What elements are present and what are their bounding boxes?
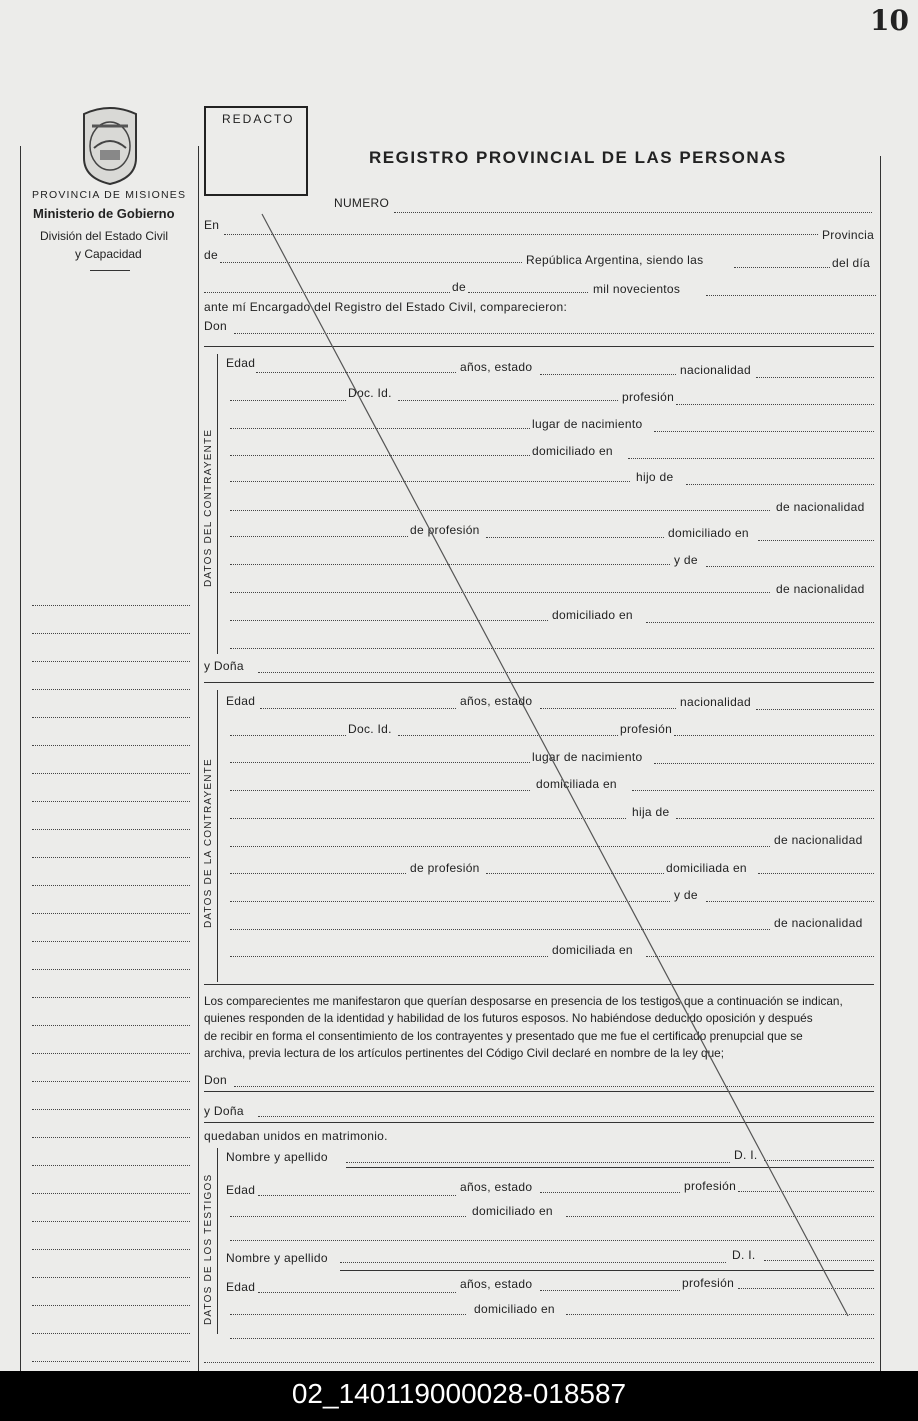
provincia-label: Provincia <box>822 228 875 242</box>
c-de-prof: de profesión <box>410 523 480 537</box>
a-edad: Edad <box>226 694 256 708</box>
c-domiciliado: domiciliado en <box>532 444 613 458</box>
division-label: División del Estado Civil <box>40 229 169 243</box>
a-domiciliada: domiciliada en <box>536 777 617 791</box>
c-hijo: hijo de <box>636 470 674 484</box>
a-y-de: y de <box>674 888 698 902</box>
republica-label: República Argentina, siendo las <box>526 253 704 267</box>
c-dom2: domiciliado en <box>552 608 633 622</box>
t-nombre1: Nombre y apellido <box>226 1150 328 1164</box>
a-doc: Doc. Id. <box>348 722 392 736</box>
contrayente-side-label: DATOS DEL CONTRAYENTE <box>203 428 214 587</box>
a-anos: años, estado <box>460 694 533 708</box>
t-prof2: profesión <box>682 1276 735 1290</box>
unidos-label: quedaban unidos en matrimonio. <box>204 1129 388 1143</box>
t-nombre2: Nombre y apellido <box>226 1251 328 1265</box>
numero-label: NUMERO <box>334 196 390 210</box>
paragraph-line-4: archiva, previa lectura de los artículos pertinentes del Código Civil declaré en nombre de la ley que; <box>204 1046 725 1060</box>
c-profesion: profesión <box>622 390 675 404</box>
ante-label: ante mí Encargado del Registro del Estado Civil, comparecieron: <box>204 300 568 314</box>
c-nacionalidad: nacionalidad <box>680 363 751 377</box>
paragraph-line-1: Los comparecientes me manifestaron que querían desposarse en presencia de los testigos que a continuación se indican, <box>204 994 843 1008</box>
a-dom2: domiciliada en <box>552 943 633 957</box>
a-lugar: lugar de nacimiento <box>532 750 643 764</box>
t-anos1: años, estado <box>460 1180 533 1194</box>
mil-label: mil novecientos <box>593 282 681 296</box>
dona2-label: y Doña <box>204 1104 244 1118</box>
en-label: En <box>204 218 220 232</box>
division-label-2: y Capacidad <box>75 247 142 261</box>
de-label: de <box>204 248 218 262</box>
a-hija: hija de <box>632 805 670 819</box>
t-di1: D. I. <box>734 1148 758 1162</box>
province-label: PROVINCIA DE MISIONES <box>32 189 187 201</box>
paragraph-line-3: de recibir en forma el consentimiento de los contrayentes y presentado que me fue el certificado prenupcial que se <box>204 1029 803 1043</box>
page-title: REGISTRO PROVINCIAL DE LAS PERSONAS <box>369 148 787 167</box>
testigos-side-label: DATOS DE LOS TESTIGOS <box>203 1173 214 1325</box>
c-de-nac2: de nacionalidad <box>776 582 865 596</box>
don2-label: Don <box>204 1073 227 1087</box>
image-id-footer: 02_140119000028-018587 <box>0 1371 918 1421</box>
ministry-label: Ministerio de Gobierno <box>33 206 175 221</box>
de2-label: de <box>452 280 466 294</box>
a-de-prof: de profesión <box>410 861 480 875</box>
dona-label: y Doña <box>204 659 244 673</box>
a-dom-en: domiciliada en <box>666 861 747 875</box>
del-dia-label: del día <box>832 256 871 270</box>
c-edad: Edad <box>226 356 256 370</box>
t-edad1: Edad <box>226 1183 256 1197</box>
c-doc: Doc. Id. <box>348 386 392 400</box>
c-anos: años, estado <box>460 360 533 374</box>
contrayenta-side-label: DATOS DE LA CONTRAYENTE <box>203 758 214 928</box>
don-label: Don <box>204 319 227 333</box>
t-anos2: años, estado <box>460 1277 533 1291</box>
t-dom1: domiciliado en <box>472 1204 553 1218</box>
t-di2: D. I. <box>732 1248 756 1262</box>
paragraph-line-2: quienes responden de la identidad y habilidad de los futuros esposos. No habiéndose deducido oposición y después <box>204 1011 813 1025</box>
a-profesion: profesión <box>620 722 673 736</box>
t-dom2: domiciliado en <box>474 1302 555 1316</box>
a-de-nac: de nacionalidad <box>774 833 863 847</box>
a-de-nac2: de nacionalidad <box>774 916 863 930</box>
page-number: 10 <box>870 4 909 37</box>
redacto-label: REDACTO <box>222 112 295 126</box>
t-edad2: Edad <box>226 1280 256 1294</box>
c-y-de: y de <box>674 553 698 567</box>
a-nacionalidad: nacionalidad <box>680 695 751 709</box>
c-de-nac: de nacionalidad <box>776 500 865 514</box>
t-prof1: profesión <box>684 1179 737 1193</box>
c-lugar: lugar de nacimiento <box>532 417 643 431</box>
c-dom-en: domiciliado en <box>668 526 749 540</box>
